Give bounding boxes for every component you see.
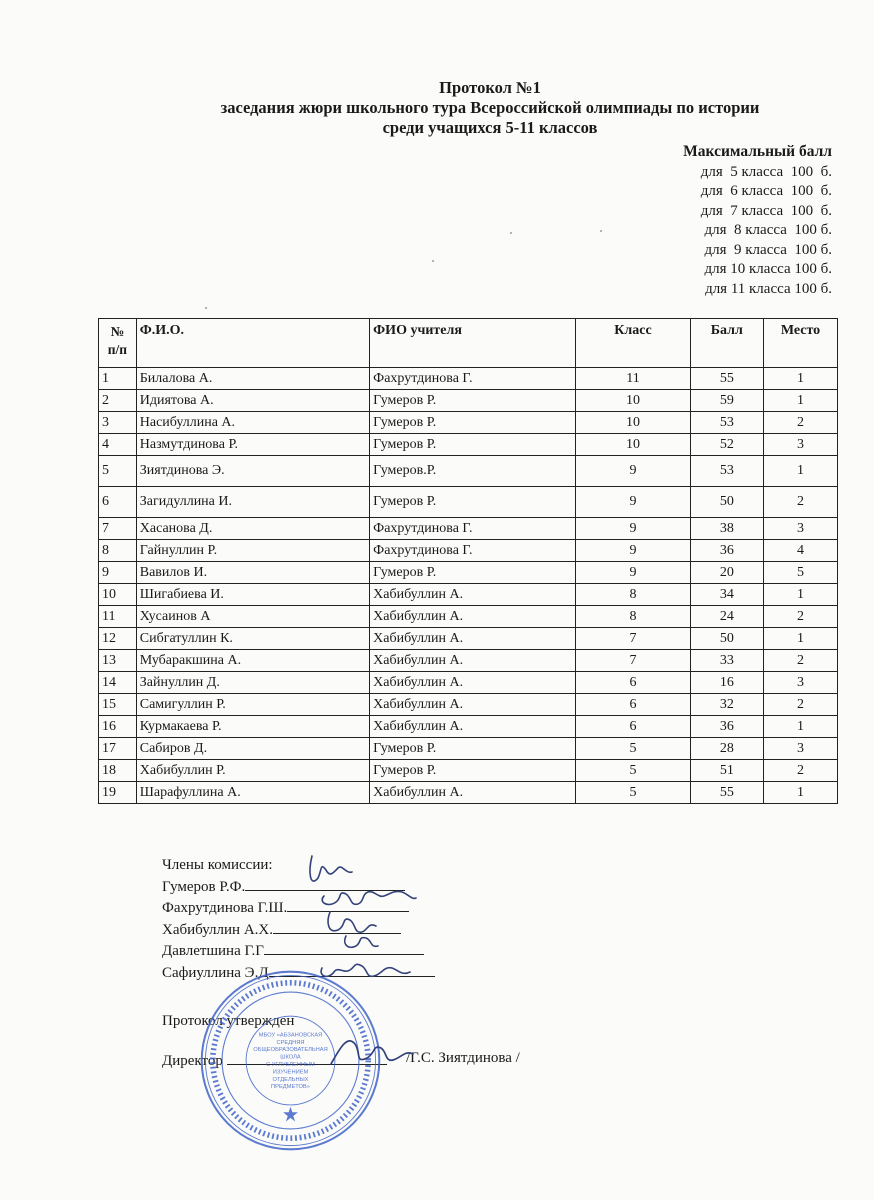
row-number: 18 [99,760,137,782]
table-row [99,694,838,716]
table-row [99,782,838,804]
commission-member [162,919,582,941]
max-score-line: для 9 класса 100 б. [704,241,832,258]
table-row [99,518,838,540]
table-body [99,368,838,804]
place-value: 1 [763,584,837,606]
class-value: 9 [576,518,690,540]
student-name: Сабиров Д. [136,738,369,760]
student-name: Самигуллин Р. [136,694,369,716]
title-line-2: заседания жюри школьного тура Всероссийской олимпиады по истории [220,98,760,117]
teacher-name: Хабибуллин А. [370,782,576,804]
student-name: Сибгатуллин К. [136,628,369,650]
table-row [99,487,838,518]
signature-line [264,940,424,955]
score-value: 53 [690,456,763,487]
header-number [99,319,137,368]
table-row [99,540,838,562]
place-value: 1 [763,456,837,487]
max-score-heading: Максимальный балл [683,143,832,160]
score-value: 59 [690,390,763,412]
place-value: 3 [763,738,837,760]
class-value: 10 [576,390,690,412]
student-name: Гайнуллин Р. [136,540,369,562]
score-value: 50 [690,487,763,518]
header-class: Класс [576,319,690,368]
signature-line [245,876,405,891]
stamp-text-line: ПРЕДМЕТОВ» [271,1084,310,1091]
class-value: 8 [576,606,690,628]
student-name: Назмутдинова Р. [136,434,369,456]
class-value: 10 [576,412,690,434]
max-score-line: для 7 класса 100 б. [700,202,832,219]
teacher-name: Хабибуллин А. [370,650,576,672]
row-number: 9 [99,562,137,584]
director-name: /Г.С. Зиятдинова / [406,1050,520,1066]
row-number: 15 [99,694,137,716]
commission-member [162,876,582,898]
class-value: 8 [576,584,690,606]
place-value: 1 [763,628,837,650]
member-name: Сафиуллина Э.Д [162,964,269,981]
max-score-line: для 5 класса 100 б. [700,163,832,180]
student-name: Курмакаева Р. [136,716,369,738]
stamp-text-line: ИЗУЧЕНИЕМ [272,1069,309,1076]
table-row [99,456,838,487]
table-row [99,628,838,650]
teacher-name: Гумеров Р. [370,412,576,434]
place-value: 2 [763,650,837,672]
score-value: 53 [690,412,763,434]
score-value: 38 [690,518,763,540]
row-number: 10 [99,584,137,606]
table-row [99,434,838,456]
place-value: 3 [763,672,837,694]
student-name: Билалова А. [136,368,369,390]
place-value: 2 [763,487,837,518]
teacher-name: Хабибуллин А. [370,628,576,650]
place-value: 3 [763,518,837,540]
member-name: Хабибуллин А.Х. [162,921,273,938]
table-row [99,390,838,412]
score-value: 32 [690,694,763,716]
score-value: 24 [690,606,763,628]
teacher-name: Гумеров Р. [370,562,576,584]
teacher-name: Гумеров Р. [370,487,576,518]
score-value: 34 [690,584,763,606]
class-value: 9 [576,540,690,562]
class-value: 6 [576,694,690,716]
commission-member [162,897,582,919]
place-value: 4 [763,540,837,562]
row-number: 7 [99,518,137,540]
row-number: 2 [99,390,137,412]
score-value: 16 [690,672,763,694]
row-number: 6 [99,487,137,518]
header-teacher: ФИО учителя [370,319,576,368]
class-value: 9 [576,487,690,518]
place-value: 5 [763,562,837,584]
stamp-text-line: С УГЛУБЛЕННЫМ [266,1062,315,1069]
score-value: 20 [690,562,763,584]
place-value: 2 [763,760,837,782]
max-score-line: для 8 класса 100 б. [704,222,832,238]
signature-line [287,897,409,912]
place-value: 1 [763,716,837,738]
class-value: 6 [576,716,690,738]
results-table [98,318,838,804]
teacher-name: Хабибуллин А. [370,672,576,694]
header-number-line2: п/п [107,342,128,357]
class-value: 5 [576,738,690,760]
place-value: 1 [763,368,837,390]
student-name: Идиятова А. [136,390,369,412]
student-name: Насибуллина А. [136,412,369,434]
scan-speck [205,307,207,309]
teacher-name: Гумеров.Р. [370,456,576,487]
score-value: 52 [690,434,763,456]
teacher-name: Фахрутдинова Г. [370,540,576,562]
place-value: 3 [763,434,837,456]
row-number: 19 [99,782,137,804]
scan-speck [432,260,434,262]
title-line-1: Протокол №1 [439,78,541,97]
score-value: 36 [690,716,763,738]
score-value: 51 [690,760,763,782]
teacher-name: Хабибуллин А. [370,716,576,738]
student-name: Мубаракшина А. [136,650,369,672]
star-icon [283,1107,298,1122]
teacher-name: Фахрутдинова Г. [370,368,576,390]
header-score: Балл [690,319,763,368]
class-value: 5 [576,782,690,804]
table-row [99,584,838,606]
approval-text: Протокол утвержден [162,1013,295,1029]
scan-speck [510,232,512,234]
teacher-name: Гумеров Р. [370,390,576,412]
protocol-title [150,78,830,138]
row-number: 13 [99,650,137,672]
score-value: 50 [690,628,763,650]
score-value: 28 [690,738,763,760]
score-value: 55 [690,782,763,804]
member-name: Гумеров Р.Ф. [162,878,246,895]
student-name: Шарафуллина А. [136,782,369,804]
student-name: Хабибуллин Р. [136,760,369,782]
max-score-line: для 11 класса 100 б. [705,280,832,297]
stamp-text-line: СРЕДНЯЯ [276,1039,305,1046]
title-line-3: среди учащихся 5-11 классов [382,118,598,137]
teacher-name: Фахрутдинова Г. [370,518,576,540]
row-number: 8 [99,540,137,562]
student-name: Загидуллина И. [136,487,369,518]
student-name: Зайнуллин Д. [136,672,369,694]
teacher-name: Хабибуллин А. [370,606,576,628]
row-number: 1 [99,368,137,390]
student-name: Шигабиева И. [136,584,369,606]
class-value: 9 [576,562,690,584]
place-value: 2 [763,606,837,628]
class-value: 9 [576,456,690,487]
place-value: 2 [763,694,837,716]
student-name: Хусаинов А [136,606,369,628]
class-value: 11 [576,368,690,390]
teacher-name: Хабибуллин А. [370,584,576,606]
table-row [99,650,838,672]
commission-member [162,940,582,962]
class-value: 5 [576,760,690,782]
table-row [99,606,838,628]
commission-heading: Члены комиссии: [162,857,273,873]
table-row [99,562,838,584]
header-number-line1: № [110,324,125,339]
signature-line [273,919,401,934]
row-number: 17 [99,738,137,760]
class-value: 10 [576,434,690,456]
school-stamp [198,968,383,1153]
table-row [99,672,838,694]
row-number: 11 [99,606,137,628]
teacher-name: Гумеров Р. [370,760,576,782]
member-name: Фахрутдинова Г.Ш. [162,900,288,916]
stamp-text-line: ОБЩЕОБРАЗОВАТЕЛЬНАЯ [253,1047,328,1054]
score-value: 36 [690,540,763,562]
score-value: 55 [690,368,763,390]
stamp-text-line: ШКОЛА [280,1054,301,1061]
class-value: 7 [576,650,690,672]
row-number: 12 [99,628,137,650]
header-place: Место [763,319,837,368]
table-row [99,368,838,390]
teacher-name: Хабибуллин А. [370,694,576,716]
max-score-line: для 10 класса 100 б. [704,261,832,277]
max-score-line: для 6 класса 100 б. [700,183,832,199]
place-value: 1 [763,390,837,412]
table-row [99,716,838,738]
commission-block [162,856,582,983]
table-row [99,738,838,760]
row-number: 3 [99,412,137,434]
place-value: 2 [763,412,837,434]
header-fio: Ф.И.О. [136,319,369,368]
max-score-block [620,142,832,299]
student-name: Вавилов И. [136,562,369,584]
class-value: 6 [576,672,690,694]
stamp-text-line: ОТДЕЛЬНЫХ [272,1076,309,1083]
row-number: 4 [99,434,137,456]
table-header-row [99,319,838,368]
member-name: Давлетшина Г.Г [162,943,264,959]
teacher-name: Гумеров Р. [370,738,576,760]
director-label: Директор [162,1053,223,1069]
row-number: 5 [99,456,137,487]
stamp-inner-text [253,1032,327,1090]
place-value: 1 [763,782,837,804]
student-name: Хасанова Д. [136,518,369,540]
row-number: 16 [99,716,137,738]
table-row [99,760,838,782]
stamp-text-line: МБОУ «АБЗАНОВСКАЯ [258,1032,323,1039]
row-number: 14 [99,672,137,694]
student-name: Зиятдинова Э. [136,456,369,487]
scan-speck [600,230,602,232]
table-row [99,412,838,434]
teacher-name: Гумеров Р. [370,434,576,456]
score-value: 33 [690,650,763,672]
class-value: 7 [576,628,690,650]
